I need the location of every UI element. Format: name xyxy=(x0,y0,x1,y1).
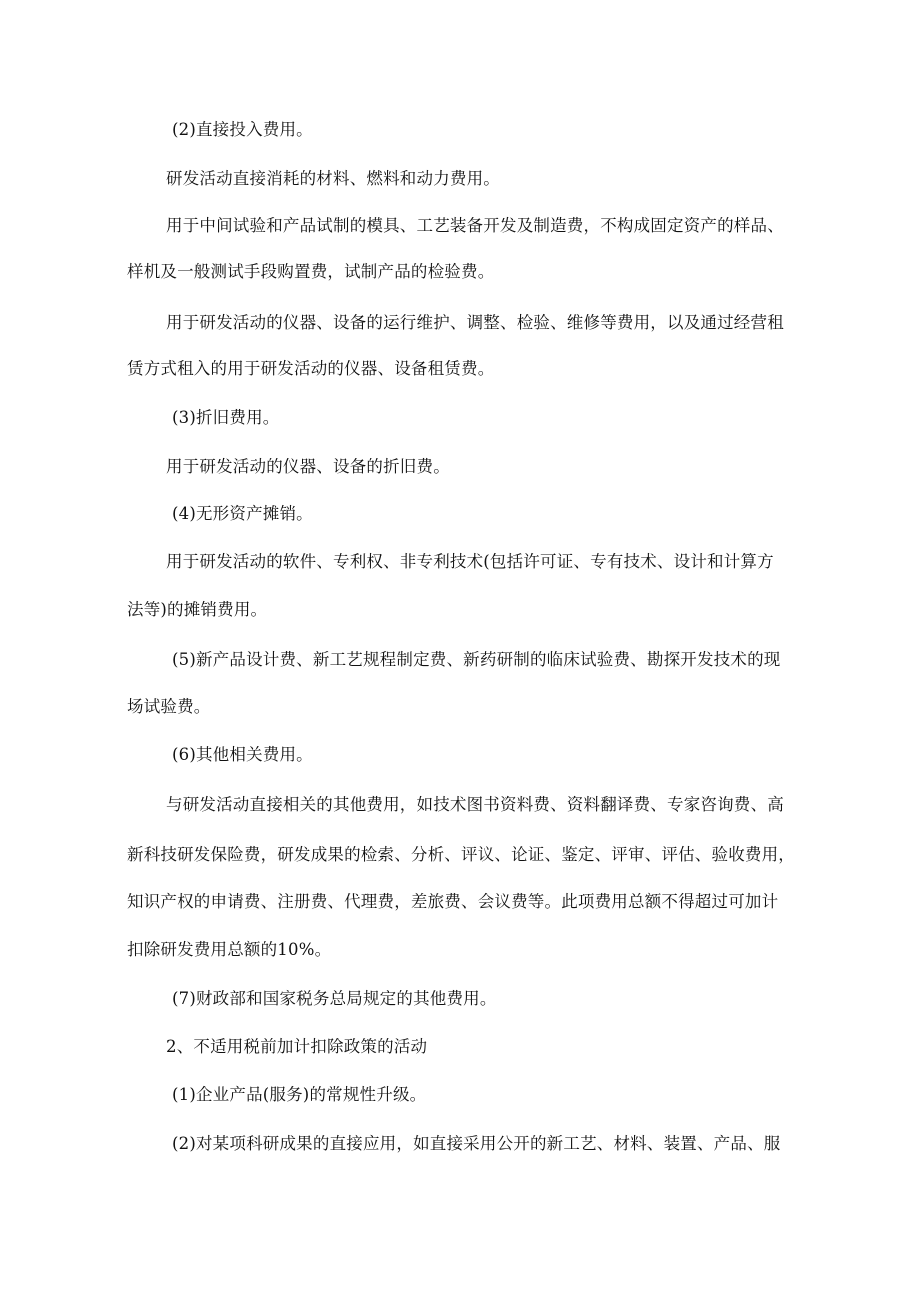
item-2-heading: (2)直接投入费用。 xyxy=(172,120,313,139)
paragraph-line: 用于研发活动的软件、专利权、非专利技术(包括许可证、专有技术、设计和计算方 xyxy=(166,552,774,571)
paragraph-line: 场试验费。 xyxy=(127,697,211,716)
paragraph-line: 知识产权的申请费、注册费、代理费，差旅费、会议费等。此项费用总额不得超过可加计 xyxy=(127,892,779,911)
item-1-heading: (1)企业产品(服务)的常规性升级。 xyxy=(172,1085,427,1104)
paragraph-line: 用于研发活动的仪器、设备的折旧费。 xyxy=(166,457,450,476)
item-3-heading: (3)折旧费用。 xyxy=(172,408,280,427)
item-7-heading: (7)财政部和国家税务总局规定的其他费用。 xyxy=(172,989,497,1008)
paragraph-line: 新科技研发保险费，研发成果的检索、分析、评议、论证、鉴定、评审、评估、验收费用， xyxy=(127,845,795,864)
paragraph-line: 样机及一般测试手段购置费，试制产品的检验费。 xyxy=(127,262,495,281)
paragraph-line: 法等)的摊销费用。 xyxy=(127,600,268,619)
paragraph-line: 研发活动直接消耗的材料、燃料和动力费用。 xyxy=(166,169,500,188)
item-4-heading: (4)无形资产摊销。 xyxy=(172,504,313,523)
paragraph-line: 赁方式租入的用于研发活动的仪器、设备租赁费。 xyxy=(127,359,495,378)
section-2-heading: 2、不适用税前加计扣除政策的活动 xyxy=(166,1037,428,1056)
paragraph-line: 用于研发活动的仪器、设备的运行维护、调整、检验、维修等费用，以及通过经营租 xyxy=(166,313,784,332)
paragraph-line: 与研发活动直接相关的其他费用，如技术图书资料费、资料翻译费、专家咨询费、高 xyxy=(166,795,784,814)
paragraph-line: 扣除研发费用总额的10%。 xyxy=(127,940,332,959)
item-2-paragraph: (2)对某项科研成果的直接应用，如直接采用公开的新工艺、材料、装置、产品、服 xyxy=(172,1134,781,1153)
paragraph-line: 用于中间试验和产品试制的模具、工艺装备开发及制造费，不构成固定资产的样品、 xyxy=(166,216,784,235)
item-5-heading: (5)新产品设计费、新工艺规程制定费、新药研制的临床试验费、勘探开发技术的现 xyxy=(172,650,781,669)
item-6-heading: (6)其他相关费用。 xyxy=(172,745,313,764)
